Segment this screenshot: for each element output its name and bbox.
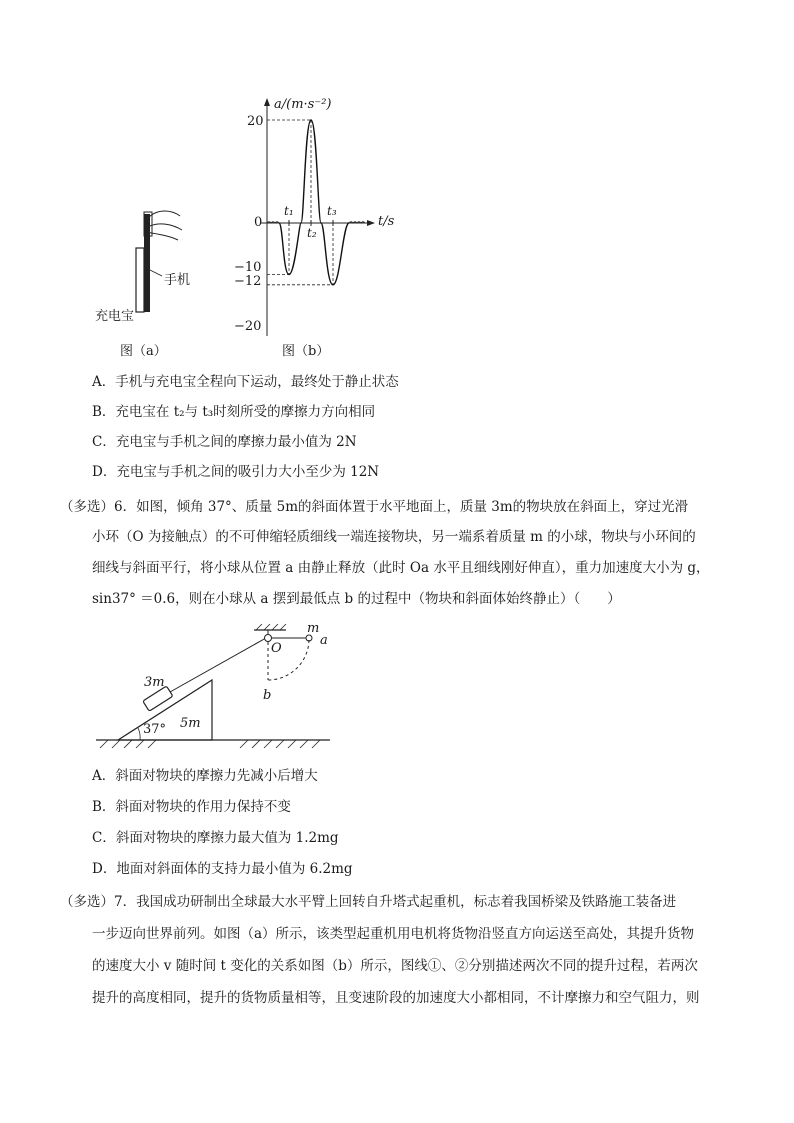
label-phone: 手机	[164, 273, 191, 288]
q7-stem-line-1: （多选）7．我国成功研制出全球最大水平臂上回转自升塔式起重机，标志着我国桥梁及铁路施工装备进	[60, 894, 677, 910]
q6-option-b: B．斜面对物块的作用力保持不变	[92, 799, 291, 815]
x-axis-arrow	[367, 220, 375, 226]
label-powerbank: 充电宝	[95, 309, 135, 324]
q6-stem-line-2: 小环（O 为接触点）的不可伸缩轻质细线一端连接物块，另一端系着质量 m 的小球，物块与小环间的	[92, 529, 696, 545]
q6-option-c: C．斜面对物块的摩擦力最大值为 1.2mg	[92, 830, 339, 846]
q5-option-a: A．手机与充电宝全程向下运动，最终处于静止状态	[92, 374, 399, 390]
q6-stem-line-3: 细线与斜面平行，将小球从位置 a 由静止释放（此时 Oa 水平且细线刚好伸直），重力加速度大小为 g，	[92, 560, 710, 576]
caption-fig-a: 图（a）	[120, 344, 167, 359]
tick-20: 20	[247, 114, 264, 129]
tick-minus20: −20	[234, 319, 262, 334]
q7-stem-line-3: 的速度大小 v 随时间 t 变化的关系如图（b）所示，图线①、②分别描述两次不同的提升过程，若两次	[92, 958, 698, 974]
label-b: b	[263, 688, 272, 703]
q5-option-c: C．充电宝与手机之间的摩擦力最小值为 2N	[92, 434, 357, 450]
q5-option-b: B．充电宝在 t₂与 t₃时刻所受的摩擦力方向相同	[92, 404, 376, 420]
label-angle-37: 37°	[143, 722, 167, 737]
figure-q6-incline	[90, 620, 350, 750]
label-m: m	[307, 621, 320, 636]
label-block-3m: 3m	[144, 675, 165, 690]
label-o: O	[271, 641, 282, 656]
series-curve	[279, 120, 349, 285]
y-axis-arrow	[264, 98, 270, 106]
q6-option-a: A．斜面对物块的摩擦力先减小后增大	[92, 768, 318, 784]
label-t1: t₁	[284, 204, 294, 218]
label-t3: t₃	[327, 204, 337, 218]
tick-minus12: −12	[234, 274, 262, 289]
q6-stem-line-1: （多选）6．如图，倾角 37°、质量 5m的斜面体置于水平地面上，质量 3m的物块放在斜面上，穿过光滑	[60, 499, 689, 515]
tick-minus10: −10	[234, 260, 262, 275]
q5-option-d: D．充电宝与手机之间的吸引力大小至少为 12N	[92, 464, 380, 480]
q6-option-d: D．地面对斜面体的支持力最小值为 6.2mg	[92, 861, 353, 877]
tick-0: 0	[254, 215, 263, 230]
label-a: a	[320, 633, 328, 648]
q7-stem-line-2: 一步迈向世界前列。如图（a）所示，该类型起重机用电机将货物沿竖直方向运送至高处，其提升货物	[92, 926, 695, 942]
string-incline	[170, 638, 266, 692]
q7-stem-line-4: 提升的高度相同，提升的货物质量相等，且变速阶段的加速度大小都相同，不计摩擦力和空气阻力，则	[92, 990, 700, 1006]
chart-ylabel: a/(m·s⁻²)	[274, 97, 332, 112]
caption-fig-b: 图（b）	[282, 344, 330, 359]
chart-xlabel: t/s	[378, 214, 395, 229]
label-wedge-5m: 5m	[180, 716, 201, 731]
label-t2: t₂	[307, 226, 317, 240]
q6-stem-line-4: sin37° ＝0.6，则在小球从 a 摆到最低点 b 的过程中（物块和斜面体始终静止）（ ）	[92, 591, 621, 607]
